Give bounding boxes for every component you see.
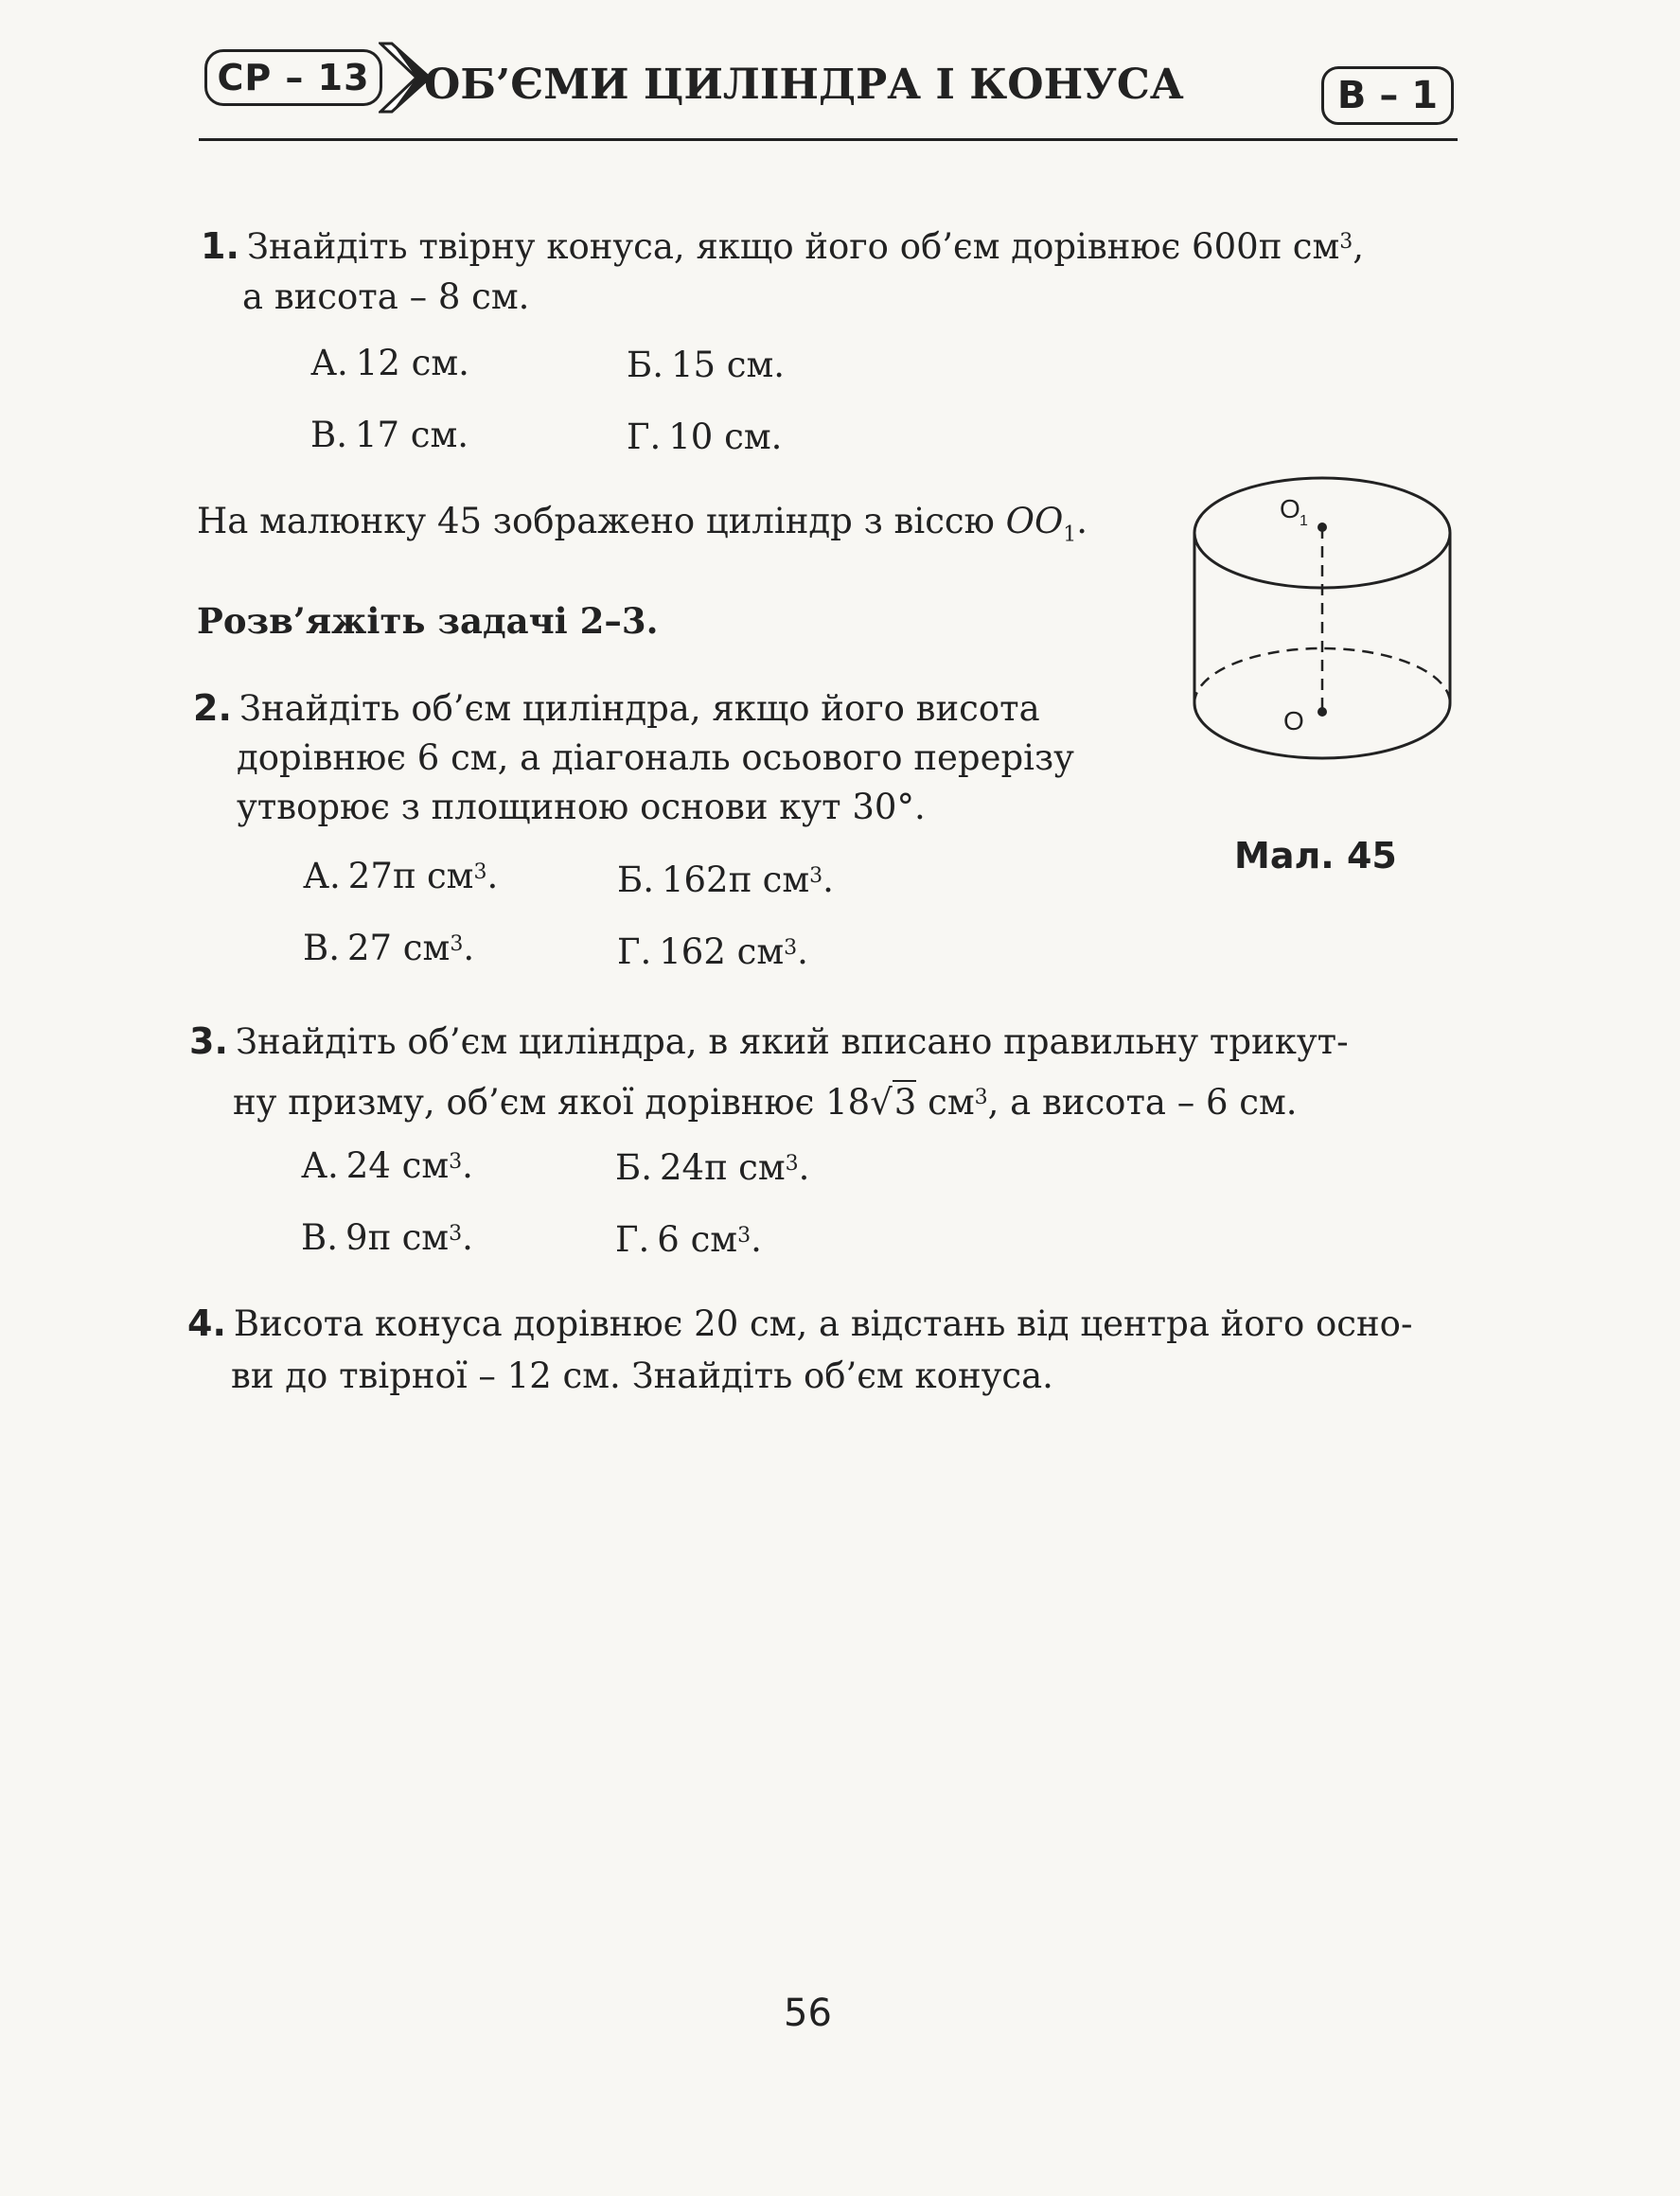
option-label: Б.	[617, 859, 654, 900]
option-label: В.	[301, 1217, 338, 1258]
header-divider	[199, 138, 1458, 141]
task1-line1	[201, 223, 1364, 270]
option-label: Б.	[627, 345, 663, 385]
option-end: .	[797, 931, 808, 972]
option-value: 24 см	[345, 1145, 450, 1186]
option-label: Г.	[615, 1219, 650, 1260]
task3-text-1: Знайдіть об’єм циліндра, в який вписано правильну трикут-	[235, 1021, 1349, 1062]
option-value: 27 см	[346, 928, 451, 968]
option-label: Г.	[617, 931, 652, 972]
task1-option-a[interactable]	[310, 341, 469, 386]
task1-option-b[interactable]	[627, 343, 785, 388]
task4-line2: ви до твірної – 12 см. Знайдіть об’єм конуса.	[231, 1355, 1053, 1396]
option-value: 162π см	[661, 859, 810, 900]
cylinder-figure	[1185, 469, 1459, 781]
page-title: ОБ’ЄМИ ЦИЛІНДРА І КОНУСА	[424, 61, 1184, 109]
sqrt-symbol: √	[870, 1082, 893, 1123]
option-sup: 3	[785, 1152, 799, 1176]
variant-badge: В – 1	[1321, 66, 1454, 125]
label-o: O	[1283, 706, 1304, 735]
option-value: 24π см	[659, 1147, 786, 1188]
task2-line3: утворює з площиною основи кут 30°.	[237, 787, 926, 827]
option-label: Б.	[615, 1147, 652, 1188]
option-sup: 3	[784, 936, 798, 960]
task3-line1	[189, 1018, 1349, 1065]
work-code-badge: СР – 13	[204, 49, 382, 106]
option-sup: 3	[737, 1224, 752, 1248]
option-sup: 3	[809, 864, 823, 888]
task2-option-g[interactable]	[617, 930, 808, 975]
option-value: 27π см	[347, 856, 474, 896]
task3-number: 3.	[189, 1020, 228, 1062]
task3-text-2c: , а висота – 6 см.	[987, 1082, 1298, 1123]
option-value: 6 см	[657, 1219, 738, 1260]
task4-line1	[187, 1301, 1412, 1347]
figure-intro-text: На малюнку 45 зображено циліндр з віссю	[197, 501, 1006, 541]
task3-option-g[interactable]	[615, 1217, 762, 1263]
option-sup: 3	[473, 860, 487, 884]
task3-option-b[interactable]	[615, 1145, 809, 1191]
option-end: .	[462, 1217, 473, 1258]
option-value: 17 см.	[354, 415, 469, 455]
task2-line1	[193, 685, 1040, 732]
option-label: В.	[310, 415, 347, 455]
option-sup: 3	[450, 932, 464, 956]
figure-intro-end: .	[1076, 501, 1088, 541]
task3-text-2a: ну призму, об’єм якої дорівнює 18	[233, 1082, 871, 1123]
task3-option-v[interactable]	[301, 1215, 473, 1261]
label-o1-sub: 1	[1300, 513, 1308, 529]
task2-option-b[interactable]	[617, 858, 834, 903]
task2-number: 2.	[193, 687, 232, 729]
option-value: 162 см	[659, 931, 785, 972]
task1-option-g[interactable]	[627, 415, 782, 460]
task4-text-1: Висота конуса дорівнює 20 см, а відстань від центра його осно-	[233, 1303, 1413, 1344]
task2-text-1: Знайдіть об’єм циліндра, якщо його висота	[239, 688, 1040, 729]
axis-sub: 1	[1063, 522, 1077, 547]
option-value: 9π см	[345, 1217, 450, 1258]
option-end: .	[798, 1147, 810, 1188]
label-o1: O	[1280, 494, 1300, 523]
page-number: 56	[784, 1992, 832, 2035]
option-end: .	[462, 1145, 473, 1186]
option-end: .	[751, 1219, 762, 1260]
option-value: 12 см.	[355, 343, 469, 383]
task1-option-v[interactable]	[310, 413, 469, 458]
option-value: 15 см.	[670, 345, 786, 385]
task1-text-1: Знайдіть твірну конуса, якщо його об’єм дорівнює 600π см	[246, 226, 1340, 267]
option-label: А.	[310, 343, 348, 383]
task3-text-2b: см	[916, 1082, 975, 1123]
task1-number: 1.	[201, 225, 239, 267]
task1-line2: а висота – 8 см.	[242, 276, 530, 317]
task2-option-a[interactable]	[303, 854, 498, 899]
sqrt-radicand: 3	[893, 1082, 917, 1123]
instruction: Розв’яжіть задачі 2–3.	[197, 600, 659, 642]
option-label: А.	[301, 1145, 339, 1186]
task2-line2: дорівнює 6 см, а діагональ осьового перерізу	[237, 737, 1074, 778]
figure-caption: Мал. 45	[1234, 835, 1397, 877]
task1-sup: 3	[1339, 230, 1353, 254]
task3-line2	[233, 1079, 1298, 1125]
option-label: В.	[303, 928, 340, 968]
task3-option-a[interactable]	[301, 1143, 473, 1189]
task2-option-v[interactable]	[303, 926, 474, 971]
task3-sup: 3	[974, 1086, 988, 1109]
task1-text-1-end: ,	[1353, 226, 1365, 267]
axis-name: OO	[1005, 501, 1064, 541]
option-end: .	[486, 856, 499, 896]
option-value: 10 см.	[668, 416, 783, 457]
option-label: Г.	[627, 416, 662, 457]
figure-intro	[197, 499, 1088, 558]
option-end: .	[463, 928, 475, 968]
option-end: .	[822, 859, 834, 900]
task4-number: 4.	[187, 1302, 226, 1344]
option-sup: 3	[449, 1150, 463, 1174]
option-label: А.	[303, 856, 341, 896]
option-sup: 3	[449, 1222, 463, 1246]
